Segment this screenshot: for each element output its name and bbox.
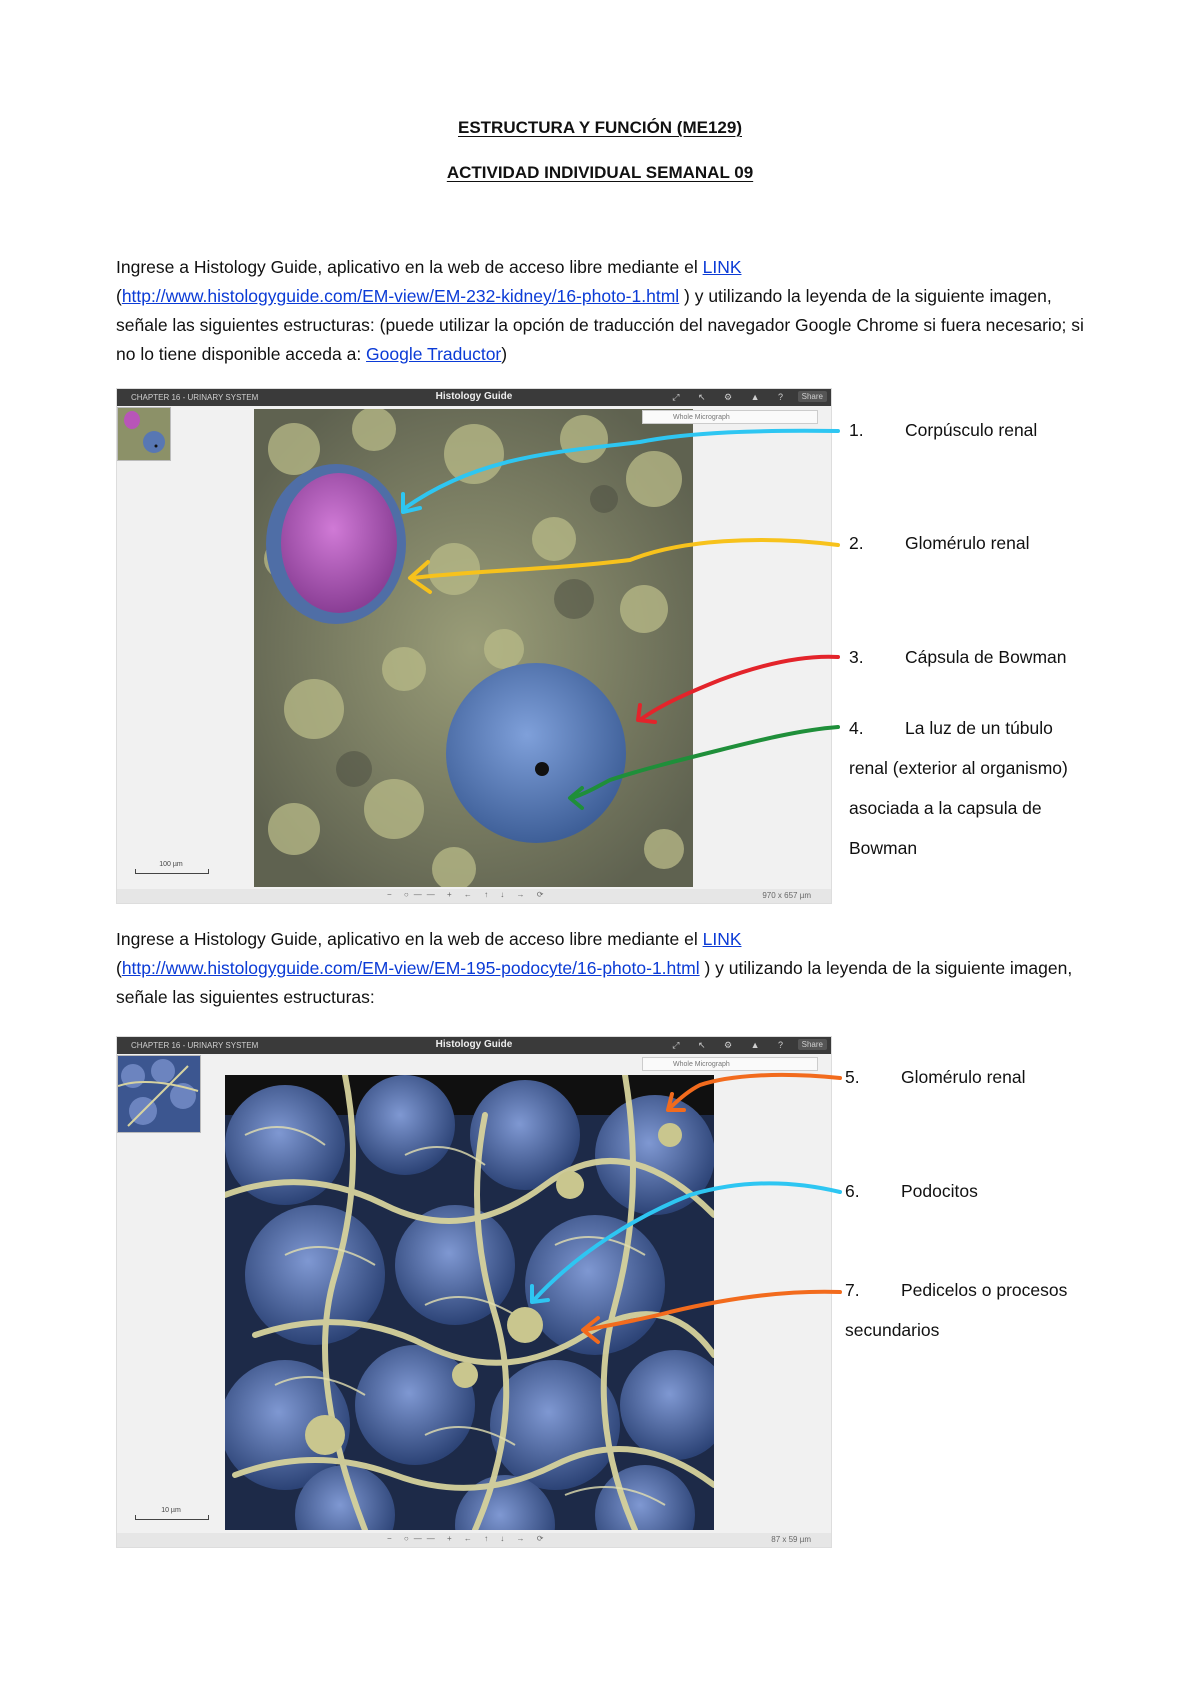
label-6	[845, 1171, 1085, 1211]
label-6-text: Podocitos	[901, 1181, 978, 1201]
micrograph-select[interactable]: Whole Micrograph	[642, 410, 818, 424]
label-2-number: 2.	[849, 533, 864, 553]
label-2-text: Glomérulo renal	[905, 533, 1030, 553]
label-4	[849, 708, 1089, 868]
histology-viewer-kidney	[116, 388, 832, 904]
section2-open-paren: (	[116, 958, 122, 978]
viewer-title: Histology Guide	[435, 1039, 513, 1050]
dimensions-readout: 970 x 657 µm	[762, 891, 811, 900]
label-4-number: 4.	[849, 718, 864, 738]
section1-intro-text: Ingrese a Histology Guide, aplicativo en la web de acceso libre mediante el	[116, 257, 703, 277]
activity-title: ACTIVIDAD INDIVIDUAL SEMANAL 09	[446, 163, 754, 182]
section2-url-link[interactable]: http://www.histologyguide.com/EM-view/EM-195-podocyte/16-photo-1.html	[121, 958, 700, 978]
section1-link[interactable]: LINK	[702, 257, 742, 277]
scale-label: 100 µm	[159, 861, 183, 868]
google-translate-link[interactable]: Google Traductor	[366, 344, 502, 364]
viewer-footer	[117, 889, 831, 903]
label-5-text: Glomérulo renal	[901, 1067, 1026, 1087]
label-3-number: 3.	[849, 647, 864, 667]
dimensions-readout: 87 x 59 µm	[771, 1535, 811, 1544]
scale-bar	[135, 1507, 209, 1520]
section2-instructions	[116, 925, 1101, 1012]
viewer-tool-icons[interactable]: ⤢ ↖ ⚙ ▲ ?	[672, 1040, 791, 1050]
chapter-menu[interactable]: CHAPTER 16 - URINARY SYSTEM	[131, 1041, 259, 1050]
label-7-text: Pedicelos o procesos secundarios	[845, 1280, 1068, 1340]
micrograph-thumbnail[interactable]	[117, 1055, 201, 1133]
viewer-footer	[117, 1533, 831, 1547]
section2-intro-text: Ingrese a Histology Guide, aplicativo en la web de acceso libre mediante el	[116, 929, 703, 949]
label-1-text: Corpúsculo renal	[905, 420, 1038, 440]
label-3	[849, 637, 1089, 677]
share-button[interactable]: Share	[798, 1039, 827, 1050]
chapter-menu[interactable]: CHAPTER 16 - URINARY SYSTEM	[131, 393, 259, 402]
label-5	[845, 1057, 1085, 1097]
section1-instructions-text: ) y utilizando la leyenda de la siguiente imagen, señale las siguientes estructuras: (puede utilizar la opción de traducción del navegador Google Chrome si fuera necesario; si no lo tiene disponible acceda a:	[116, 286, 1084, 364]
label-5-number: 5.	[845, 1067, 860, 1087]
scale-label: 10 µm	[161, 1507, 181, 1514]
micrograph-thumbnail[interactable]	[117, 407, 171, 461]
viewer-title: Histology Guide	[435, 391, 513, 402]
label-6-number: 6.	[845, 1181, 860, 1201]
viewer-tool-icons[interactable]: ⤢ ↖ ⚙ ▲ ?	[672, 392, 791, 402]
label-4-text: La luz de un túbulo renal (exterior al organismo) asociada a la capsula de Bowman	[849, 718, 1068, 858]
label-1-number: 1.	[849, 420, 864, 440]
course-title: ESTRUCTURA Y FUNCIÓN (ME129)	[458, 118, 742, 137]
histology-viewer-podocyte	[116, 1036, 832, 1548]
zoom-navigation-controls[interactable]: − ○—— + ← ↑ ↓ → ⟳	[387, 890, 549, 899]
share-button[interactable]: Share	[798, 391, 827, 402]
section2-link[interactable]: LINK	[702, 929, 742, 949]
label-7-number: 7.	[845, 1280, 860, 1300]
podocyte-micrograph[interactable]	[225, 1075, 714, 1530]
viewer-toolbar	[117, 1037, 831, 1054]
section1-close-paren: )	[501, 344, 508, 364]
kidney-micrograph[interactable]	[254, 409, 693, 887]
viewer-toolbar	[117, 389, 831, 406]
section1-instructions	[116, 253, 1101, 369]
label-7	[845, 1270, 1085, 1350]
section1-open-paren: (	[116, 286, 122, 306]
label-1	[849, 410, 1089, 450]
section2-instructions-text: ) y utilizando la leyenda de la siguiente imagen, señale las siguientes estructuras:	[116, 958, 1073, 1007]
label-3-text: Cápsula de Bowman	[905, 647, 1067, 667]
micrograph-select[interactable]: Whole Micrograph	[642, 1057, 818, 1071]
label-2	[849, 523, 1089, 563]
zoom-navigation-controls[interactable]: − ○—— + ← ↑ ↓ → ⟳	[387, 1534, 549, 1543]
scale-bar	[135, 861, 209, 874]
section1-url-link[interactable]: http://www.histologyguide.com/EM-view/EM-232-kidney/16-photo-1.html	[121, 286, 680, 306]
